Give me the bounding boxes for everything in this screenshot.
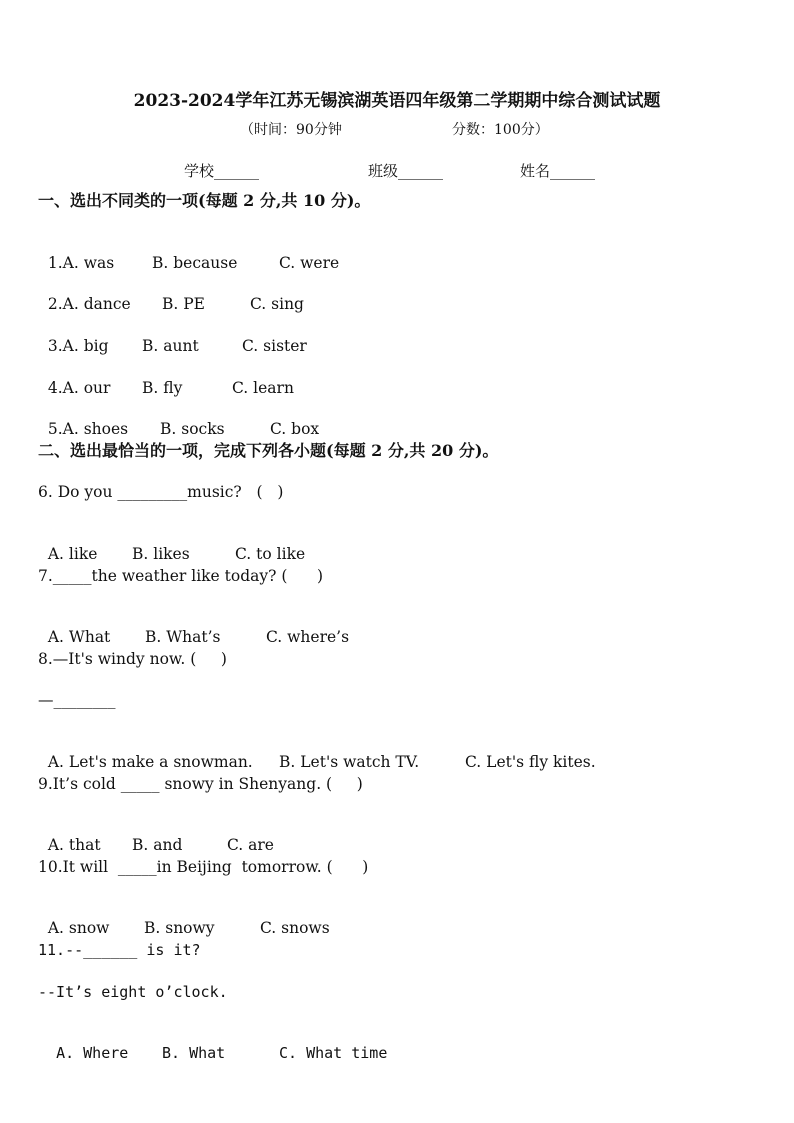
option-b: B. likes [132,545,190,563]
option-a: A. Let's make a snowman. [47,753,253,771]
exam-score: 分数：100分） [452,122,549,138]
question-3 [38,316,307,356]
exam-time: （时间：90分钟 [240,122,342,138]
option-c: C. Let's fly kites. [465,753,596,771]
option-a: A. big [62,337,109,355]
question-8-stem: 8.—It's windy now. ( ) [38,650,227,668]
page-title: 2023-2024学年江苏无锡滨湖英语四年级第二学期期中综合测试试题 [133,91,661,111]
option-b: B. Let's watch TV. [279,753,420,771]
option-b: B. fly [142,379,183,397]
question-number: 1. [47,254,63,272]
option-a: A. dance [62,295,131,313]
question-7-options [38,607,350,647]
question-11-options [38,1023,388,1063]
option-b: B. PE [162,295,205,313]
option-b: B. socks [160,420,225,438]
question-8-answer-blank: —________ [38,691,116,709]
question-1 [38,233,340,273]
option-a: A. What [47,628,111,646]
question-number: 5. [47,420,63,438]
question-6-stem: 6. Do you _________music? ( ) [38,483,284,501]
option-a: A. was [62,254,115,272]
option-c: C. to like [235,545,306,563]
question-8-options [38,732,596,772]
question-2 [38,274,304,314]
option-c: C. were [279,254,340,272]
option-c: C. snows [260,919,330,937]
option-b: B. What’s [145,628,221,646]
question-9-stem: 9.It’s cold _____ snowy in Shenyang. ( ) [38,775,363,793]
option-a: A. our [62,379,111,397]
option-a: A. shoes [62,420,129,438]
option-a: A. like [47,545,98,563]
school-field: 学校______ [184,162,260,180]
option-b: B. aunt [142,337,199,355]
section-2-heading: 二、选出最恰当的一项，完成下列各小题(每题 2 分,共 20 分)。 [38,441,499,460]
option-b: B. What [162,1044,226,1062]
question-number: 4. [47,379,63,397]
question-number: 3. [47,337,63,355]
name-field: 姓名______ [520,162,596,180]
question-10-options [38,898,330,938]
option-b: B. because [152,254,238,272]
class-field: 班级______ [368,162,444,180]
option-c: C. where’s [266,628,350,646]
question-11-answer: --It’s eight o’clock. [38,983,228,1001]
option-a: A. snow [47,919,110,937]
question-9-options [38,815,274,855]
question-7-stem: 7._____the weather like today? ( ) [38,567,324,585]
question-10-stem: 10.It will _____in Beijing tomorrow. ( ) [38,858,369,876]
question-5 [38,399,320,439]
option-b: B. and [132,836,183,854]
option-c: C. What time [279,1044,388,1062]
option-b: B. snowy [144,919,215,937]
option-c: C. learn [232,379,294,397]
option-c: C. sing [250,295,304,313]
option-a: A. that [47,836,101,854]
option-c: C. box [270,420,320,438]
question-4 [38,358,294,398]
question-number: 2. [47,295,63,313]
question-6-options [38,524,306,564]
option-a: A. Where [56,1044,129,1062]
option-c: C. sister [242,337,307,355]
question-11-stem: 11.--______ is it? [38,941,201,959]
section-1-heading: 一、选出不同类的一项(每题 2 分,共 10 分)。 [38,191,371,210]
option-c: C. are [227,836,274,854]
